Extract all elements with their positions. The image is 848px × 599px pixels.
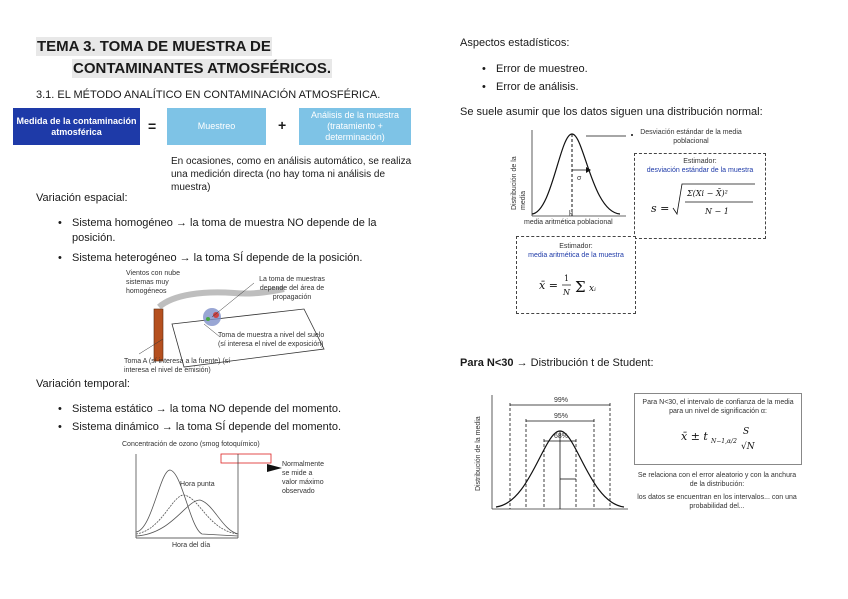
mean-estimator-name: media aritmética de la muestra	[528, 252, 624, 259]
spatial-item-homogeneous: • Sistema homogéneo → la toma de muestra NO depende de la posición.	[72, 216, 392, 246]
analysis-box: Análisis de la muestra (tratamiento + determinación)	[299, 108, 411, 145]
stats-item-analysis: • Error de análisis.	[496, 80, 579, 95]
student-prefix: Para N<30	[460, 357, 514, 369]
ozone-peak-label: Hora punta	[180, 481, 215, 488]
fig-label-homogeneous: Vientos con nube sistemas muy homogéneos	[126, 270, 180, 295]
ci-formula	[635, 422, 801, 462]
student-ylabel: Distribución de la media	[475, 416, 482, 491]
equals-sign: =	[148, 118, 157, 134]
page-title: TEMA 3. TOMA DE MUESTRA DE	[37, 38, 271, 55]
normal-figure	[508, 122, 768, 318]
pop-sd-label: Desviación estándar de la media poblacional	[640, 129, 742, 145]
temporal-heading: Variación temporal:	[36, 378, 130, 390]
svg-text:xᵢ: xᵢ	[589, 284, 596, 294]
sd-estimator-box	[634, 153, 766, 239]
mean-estimator-box	[516, 236, 636, 314]
svg-text:x̄ =: x̄ =	[539, 279, 558, 292]
fig-label-propagation: La toma de muestras depende del área de propagación	[259, 276, 325, 301]
svg-text:N: N	[563, 288, 570, 297]
measure-box: Medida de la contaminación atmosférica	[13, 108, 140, 145]
page-title-line2: CONTAMINANTES ATMOSFÉRICOS.	[73, 60, 332, 77]
svg-text:Σ: Σ	[575, 278, 586, 296]
spatial-item-heterogeneous: • Sistema heterogéneo → la toma SÍ depende de la posición.	[72, 251, 402, 266]
normal-ylabel: Distribución de la media	[511, 156, 527, 210]
fig-label-ground: Toma de muestra a nivel del suelo (sí interesa el nivel de exposición)	[218, 332, 325, 348]
ozone-figure	[122, 440, 325, 552]
mean-formula	[517, 261, 635, 311]
fig-label-source: Toma A (sí interesa a la fuente) (sí interesa el nivel de emisión)	[124, 358, 231, 374]
normal-xlabel: media aritmética poblacional	[524, 219, 613, 226]
ci-box	[634, 393, 802, 465]
spatial-heading: Variación espacial:	[36, 192, 128, 204]
temporal-item-dynamic: • Sistema dinámico → la toma SÍ depende del momento.	[72, 420, 402, 435]
sd-estimator-name: desviación estándar de la muestra	[646, 167, 754, 174]
student-p68: 68%	[554, 433, 569, 440]
student-p99: 99%	[554, 397, 569, 404]
student-figure	[475, 391, 802, 527]
svg-text:x̄ ± t: x̄ ± t	[681, 430, 708, 443]
temporal-item-static: • Sistema estático → la toma NO depende del momento.	[72, 402, 402, 417]
student-p95: 95%	[554, 413, 569, 420]
svg-text:1: 1	[564, 274, 570, 283]
ozone-note: Normalmente se mide a valor máximo observado	[282, 461, 325, 495]
svg-text:N−1,α/2: N−1,α/2	[711, 438, 737, 445]
ozone-chart	[122, 440, 325, 552]
mean-estimator-title: Estimador:	[559, 243, 593, 250]
student-note1: Se relaciona con el error aleatorio y con la anchura de la distribución:	[637, 472, 797, 488]
sd-formula	[635, 178, 765, 238]
ci-text: Para N<30, el intervalo de confianza de la media para un nivel de significación α:	[642, 399, 794, 415]
stats-item-sampling: • Error de muestreo.	[496, 62, 588, 77]
normal-mu: μ	[569, 209, 574, 216]
student-suffix: → Distribución t de Student:	[516, 357, 654, 369]
svg-text:√N: √N	[741, 442, 755, 452]
ozone-fig-title: Concentración de ozono (smog fotoquímico)	[122, 441, 260, 448]
svg-text:s =: s =	[651, 202, 670, 215]
sd-estimator-title: Estimador:	[683, 158, 717, 165]
svg-text:S: S	[743, 427, 750, 437]
direct-measure-note: En ocasiones, como en análisis automático, se realiza una medición directa (no hay toma ni análisis de muestra)	[171, 156, 412, 193]
normal-heading: Se suele asumir que los datos siguen una distribución normal:	[460, 106, 763, 118]
svg-text:Σ(Xi − X̄)²: Σ(Xi − X̄)²	[687, 189, 728, 198]
spatial-figure	[124, 269, 332, 375]
ozone-xlabel: Hora del día	[172, 542, 211, 549]
plus-sign: +	[278, 117, 287, 133]
sampling-box: Muestreo	[167, 108, 266, 145]
svg-text:N − 1: N − 1	[705, 207, 729, 216]
student-note2: los datos se encuentran en los intervalos... con una probabilidad del...	[637, 494, 797, 510]
student-heading	[460, 357, 654, 369]
section-subtitle: 3.1. EL MÉTODO ANALÍTICO EN CONTAMINACIÓN ATMOSFÉRICA.	[36, 89, 381, 101]
stats-heading: Aspectos estadísticos:	[460, 37, 570, 49]
normal-sigma: σ	[577, 175, 582, 182]
